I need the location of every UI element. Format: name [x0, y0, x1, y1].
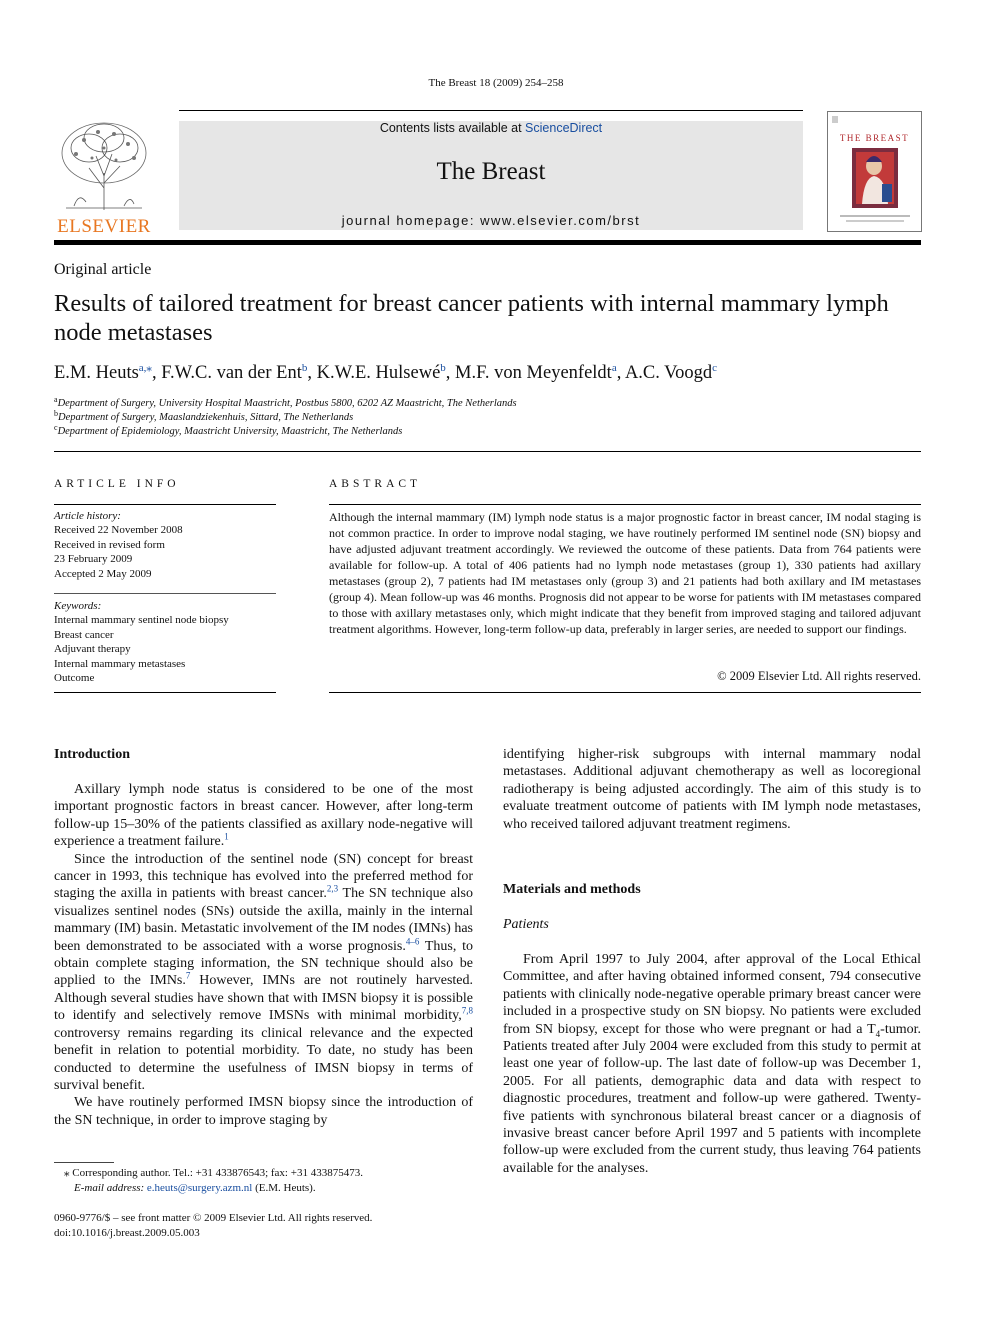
author-affiliation-mark[interactable]: b	[301, 362, 308, 374]
affiliation-mark: c	[54, 423, 58, 432]
abstract-heading: ABSTRACT	[329, 478, 422, 490]
keyword: Breast cancer	[54, 628, 114, 641]
keyword: Internal mammary sentinel node biopsy	[54, 614, 229, 627]
citation[interactable]: 1	[224, 831, 229, 842]
sciencedirect-link[interactable]: ScienceDirect	[525, 121, 603, 135]
front-matter	[54, 1211, 473, 1241]
contents-prefix: Contents lists available at	[379, 121, 526, 135]
cover-corner-mark	[832, 116, 838, 123]
affiliation	[54, 423, 402, 437]
journal-reference: The Breast 18 (2009) 254–258	[428, 77, 564, 89]
affiliation-mark: b	[54, 409, 58, 418]
paragraph: From April 1997 to July 2004, after approval of the Local Ethical Committee, and after having obtained informed consent, 794 consecutive patients with clinically node-negative operable primary breast cancer were included in a prospective study on SN biopsy. No patients were excluded from SN biopsy, except for those who were pregnant or had a $T_4$-tumor. Patients treated after July 2004 were excluded from this study to permit at least one year of follow-up. The last date of follow-up was December 1, 2005. For all patients, demographic data and data with respect to diagnostic procedures, treatment and follow-up were gathered. Twenty-five patients with synchronous bilateral breast cancer or a diagnosis of invasive breast cancer before April 1997 and 5 patients with incomplete follow-up were excluded from the current study, thus leaving 764 patients available for the analyses.	[503, 952, 921, 1176]
tree-icon	[54, 118, 154, 212]
article-info-rule	[54, 593, 276, 594]
citation[interactable]: 2,3	[326, 883, 339, 894]
author-name[interactable]: M.F. von Meyenfeldt	[455, 363, 612, 383]
citation[interactable]: 7	[185, 970, 191, 981]
cover-text-line	[846, 220, 904, 222]
history-label: Article history:	[54, 510, 121, 522]
author-name[interactable]: F.W.C. van der Ent	[161, 363, 302, 383]
author-list: E.M. Heuts$^{a,⁎}$, F.W.C. van der Ent$^b$, K.W.E. Hulsewé$^b$, M.F. von Meyenfeldt$^a$, A.C. Voogd$^c$	[54, 362, 718, 383]
article-history	[54, 509, 183, 581]
history-item: Received 22 November 2008	[54, 524, 183, 537]
citation[interactable]: 7,8	[461, 1005, 473, 1016]
article-type: Original article	[54, 261, 152, 278]
affiliation	[54, 409, 353, 423]
cover-title: THE BREAST	[839, 133, 910, 143]
abstract-text: Although the internal mammary (IM) lymph node status is a major prognostic factor in breast cancer, IM nodal staging is not common practice. In order to improve nodal staging, we have routinely performed IM sentinel node (SN) biopsy and have adjusted adjuvant treatment accordingly. We reviewed the outcome of these patients. Data from 764 patients were available for follow-up. A total of 406 patients had no lymph node metastases (group 1), 330 patients had axillary metastases (group 2), 7 patients had IM metastases only (group 3) and 21 patients had both axillary and IM metastases (group 4). Mean follow-up was 46 months. Prognosis did not appear to be worse for patients with IM metastases compared to those with axillary metastases only, which might indicate that they benefit from improved staging and tailored adjuvant treatment algorithms. However, long-term follow-up data, preferably in larger series, are needed to support our findings.	[329, 510, 921, 636]
methods-heading: Materials and methods	[503, 882, 641, 897]
introduction-text	[54, 781, 473, 1129]
article-info-rule	[54, 504, 276, 505]
section-rule	[54, 451, 921, 452]
author-affiliation-mark[interactable]: b	[440, 362, 446, 374]
introduction-heading: Introduction	[54, 747, 130, 762]
footnote-rule	[54, 1162, 114, 1163]
header-rule	[179, 110, 803, 111]
history-item: Accepted 2 May 2009	[54, 567, 152, 580]
cover-painting-icon	[852, 148, 898, 208]
history-item: 23 February 2009	[54, 553, 133, 566]
author-affiliation-mark[interactable]: a	[611, 362, 617, 374]
author-affiliation-mark[interactable]: a,⁎	[138, 362, 152, 374]
affiliation-text: Department of Surgery, Maaslandziekenhuis, Sittard, The Netherlands	[58, 412, 354, 423]
history-item: Received in revised form	[54, 538, 165, 551]
citation[interactable]: 4–6	[405, 936, 420, 946]
keywords	[54, 599, 229, 685]
keyword: Internal mammary metastases	[54, 657, 186, 670]
abstract-rule	[329, 504, 921, 505]
introduction-continued	[503, 746, 921, 833]
cover-text-line	[840, 215, 910, 217]
keyword: Outcome	[54, 672, 95, 685]
contents-line	[179, 121, 803, 135]
email-line: E-mail address: e.heuts@surgery.azm.nl (E.M. Heuts).	[74, 1182, 316, 1194]
article-info-heading: ARTICLE INFO	[54, 478, 180, 490]
issn-line: 0960-9776/$ – see front matter © 2009 Elsevier Ltd. All rights reserved.	[54, 1212, 373, 1224]
article-info-rule	[54, 692, 276, 693]
article-title: Results of tailored treatment for breast cancer patients with internal mammary lymph node metastases	[54, 290, 889, 346]
footnotes	[54, 1166, 473, 1196]
paragraph: Since the introduction of the sentinel node (SN) concept for breast cancer in 1993, this technique has evolved into the preferred method for staging the axilla in patients with breast cancer.$^{2,3}$ The SN technique also visualizes sentinel nodes (SNs) outside the axilla, mainly in the internal mammary (IM) basin. Metastatic involvement of the IM nodes (IMNs) has been demonstrated to be associated with a worse prognosis.$^{4-6}$ Thus, to obtain complete staging information, the SN technique should also be applied to the IMNs.$^7$ However, IMNs are not routinely harvested. Although several studies have shown that with IMSN biopsy it is possible to identify and selectively remove IMSNs with minimal morbidity,$^{7,8}$ controversy remains regarding its clinical relevance and the expected benefit in relation to potential morbidity. To date, no study has been conducted to determine the usefulness of IMSN biopsy in terms of survival benefit.	[54, 851, 473, 1093]
elsevier-logo	[54, 118, 154, 237]
abstract-rule	[329, 692, 921, 693]
patients-heading: Patients	[503, 917, 549, 932]
paragraph: identifying higher-risk subgroups with internal mammary nodal metastases. Additional adjuvant chemotherapy as well as locoregional radiotherapy is being adjusted accordingly. The aim of this study is to evaluate treatment outcome of patients with IM lymph node metastases, who received tailored adjuvant treatment regimens.	[503, 747, 921, 832]
header-bar	[54, 240, 921, 245]
author-name[interactable]: K.W.E. Hulsewé	[316, 363, 441, 383]
corresponding-author: ⁎ Corresponding author. Tel.: +31 433876543; fax: +31 433875473.	[64, 1167, 363, 1179]
keywords-label: Keywords:	[54, 600, 102, 612]
journal-title: The Breast	[436, 158, 546, 185]
journal-homepage[interactable]: journal homepage: www.elsevier.com/brst	[341, 213, 641, 228]
corresponding-mark: ⁎	[64, 1167, 70, 1179]
author-name[interactable]: E.M. Heuts	[54, 363, 139, 383]
email-link[interactable]: e.heuts@surgery.azm.nl	[146, 1182, 253, 1194]
affiliation	[54, 395, 517, 409]
author-affiliation-mark[interactable]: c	[712, 362, 718, 374]
author-name[interactable]: A.C. Voogd	[624, 363, 713, 383]
affiliation-mark: a	[54, 395, 58, 404]
affiliation-text: Department of Surgery, University Hospital Maastricht, Postbus 5800, 6202 AZ Maastricht, The Netherlands	[57, 398, 517, 409]
keyword: Adjuvant therapy	[54, 643, 131, 656]
paragraph: We have routinely performed IMSN biopsy since the introduction of the SN technique, in order to improve staging by	[54, 1095, 473, 1128]
journal-cover	[827, 111, 922, 232]
doi-line[interactable]: doi:10.1016/j.breast.2009.05.003	[54, 1227, 200, 1239]
copyright: © 2009 Elsevier Ltd. All rights reserved.	[717, 669, 921, 683]
paragraph: Axillary lymph node status is considered to be one of the most important prognostic factors in breast cancer. However, after long-term follow-up 15–30% of the patients classified as axillary node-negative will experience a treatment failure.$^1$	[54, 782, 473, 850]
affiliation-text: Department of Epidemiology, Maastricht University, Maastricht, The Netherlands	[57, 426, 403, 437]
patients-text	[503, 951, 921, 1177]
elsevier-wordmark: ELSEVIER	[57, 216, 151, 237]
subscript: 4	[875, 1028, 881, 1039]
